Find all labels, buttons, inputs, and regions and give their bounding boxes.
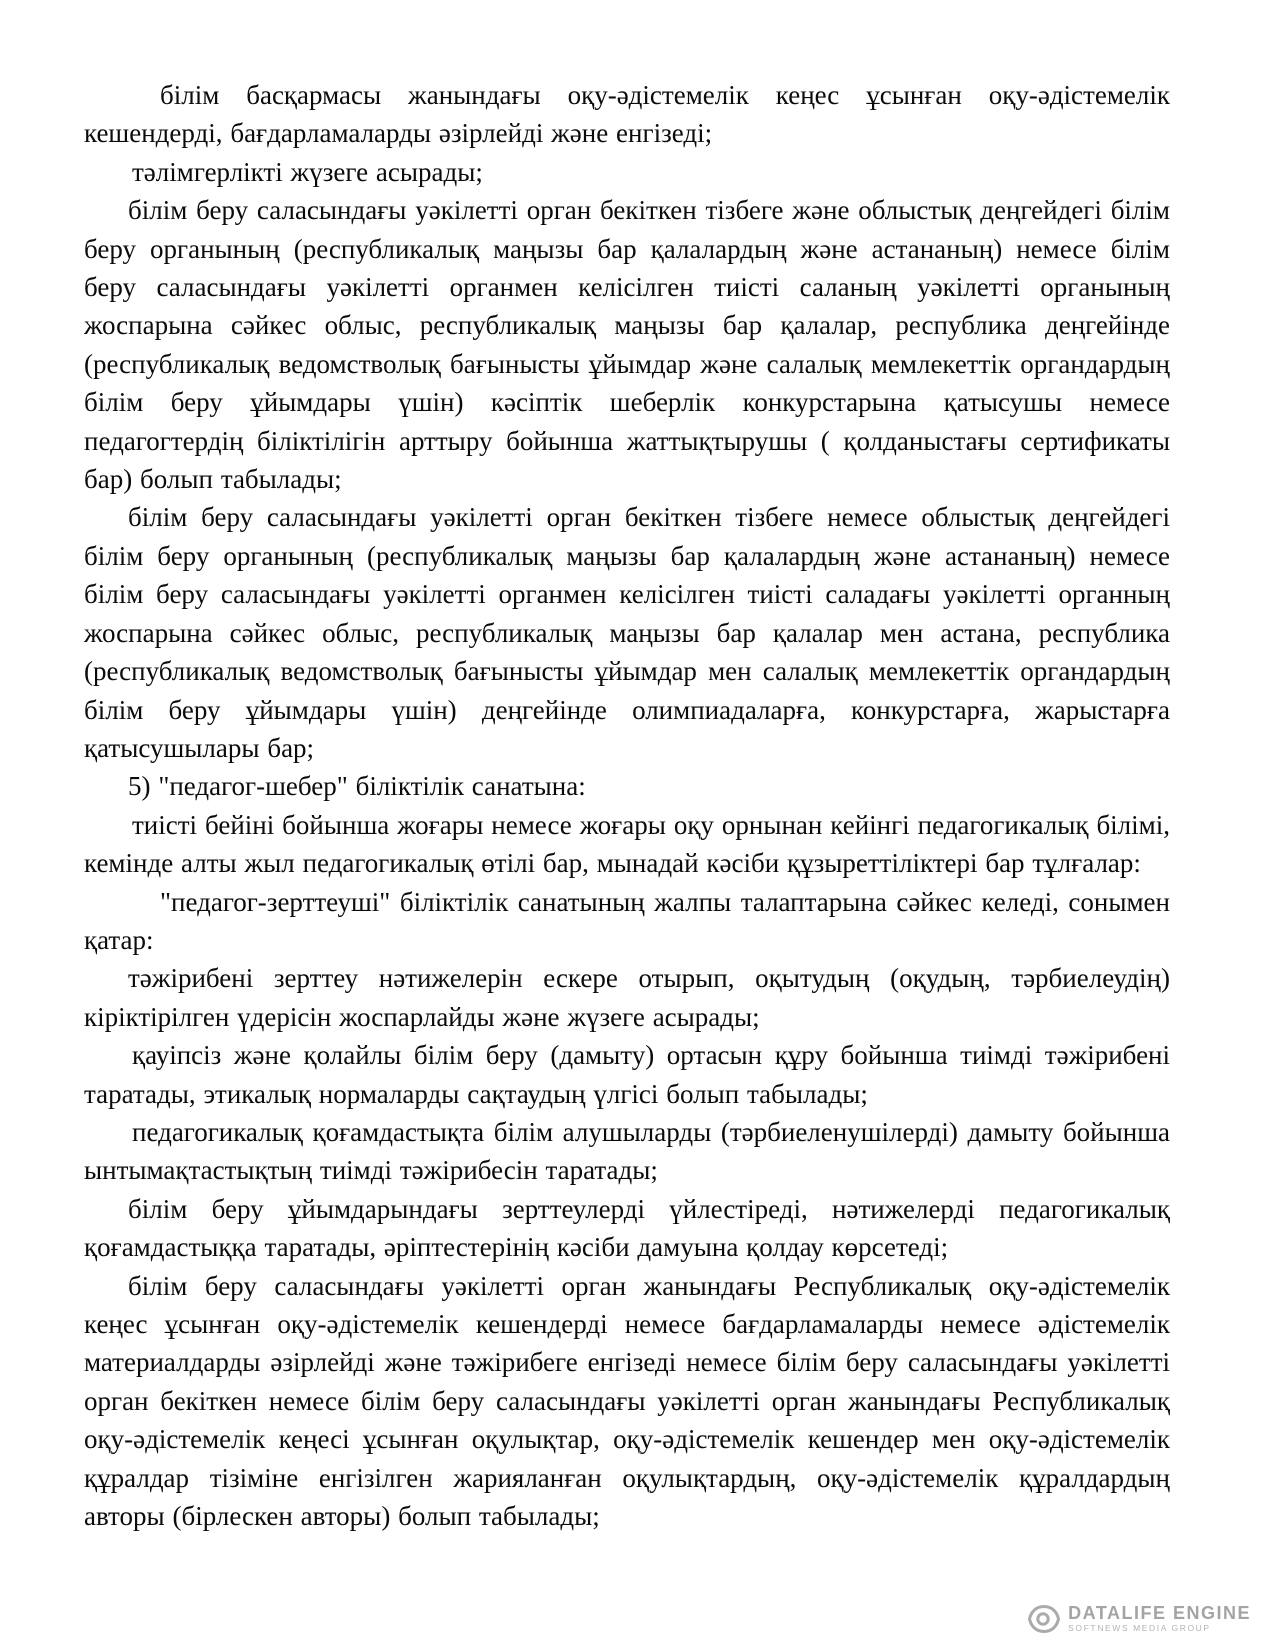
document-text-block <box>84 76 1170 1535</box>
datalife-eye-logo-icon <box>1027 1604 1061 1634</box>
datalife-engine-watermark <box>1027 1604 1251 1634</box>
paragraph: білім беру ұйымдарындағы зерттеулерді үйлестіреді, нәтижелерді педагогикалық қоғамдастыққа таратады, әріптестерінің кәсіби дамуына қолдау көрсетеді; <box>84 1193 1170 1263</box>
paragraph: "педагог-зерттеуші" біліктілік санатының жалпы талаптарына сәйкес келеді, сонымен қатар: <box>84 886 1170 955</box>
paragraph: білім беру саласындағы уәкілетті орган бекіткен тізбеге немесе облыстық деңгейдегі білім беру органының (республикалық маңызы бар қалалардың және астананың) немесе білім беру саласындағы уәкілетті органмен келісілген тиісті саладағы уәкілетті органның жоспарына сәйкес облыс, республикалық маңызы бар қалалар мен астана, республика (республикалық ведомстволық бағынысты ұйымдар мен салалық мемлекеттік органдардың білім беру ұйымдары үшін) деңгейінде олимпиадаларға, конкурстарға, жарыстарға қатысушылары бар; <box>84 502 1170 763</box>
paragraph: білім басқармасы жанындағы оқу-әдістемелік кеңес ұсынған оқу-әдістемелік кешендерді, бағдарламаларды әзірлейді және енгізеді; <box>84 80 1170 149</box>
paragraph: білім беру саласындағы уәкілетті орган жанындағы Республикалық оқу-әдістемелік кеңес ұсынған оқу-әдістемелік кешендерді немесе бағдарламаларды немесе әдістемелік материалдарды әзірлейді және тәжірибеге енгізеді немесе білім беру саласындағы уәкілетті орган бекіткен немесе білім беру саласындағы уәкілетті орган жанындағы Республикалық оқу-әдістемелік кеңесі ұсынған оқулықтар, оқу-әдістемелік кешендер мен оқу-әдістемелік құралдар тізіміне енгізілген жарияланған оқулықтардың, оқу-әдістемелік құралдардың авторы (бірлескен авторы) болып табылады; <box>84 1270 1170 1532</box>
paragraph-numbered-item-5: 5) "педагог-шебер" біліктілік санатына: <box>128 771 586 802</box>
paragraph: білім беру саласындағы уәкілетті орган бекіткен тізбеге және облыстық деңгейдегі білім беру органының (республикалық маңызы бар қалалардың және астананың) немесе білім беру саласындағы уәкілетті органмен келісілген тиісті саланың уәкілетті органының жоспарына сәйкес облыс, республикалық маңызы бар қалалар, республика деңгейінде (республикалық ведомстволық бағынысты ұйымдар және салалық мемлекеттік органдардың білім беру ұйымдары үшін) кәсіптік шеберлік конкурстарына қатысушы немесе педагогтердің біліктілігін арттыру бойынша жаттықтырушы ( қолданыстағы сертификаты бар) болып табылады; <box>84 195 1170 495</box>
watermark-subtitle: SOFTNEWS MEDIA GROUP <box>1068 1623 1211 1633</box>
watermark-title: DATALIFE ENGINE <box>1068 1603 1251 1623</box>
watermark-text <box>1068 1604 1251 1634</box>
paragraph: тиісті бейіні бойынша жоғары немесе жоғары оқу орнынан кейінгі педагогикалық білімі, кемінде алты жыл педагогикалық өтілі бар, мынадай кәсіби құзыреттіліктері бар тұлғалар: <box>84 809 1170 879</box>
paragraph: тәжірибені зерттеу нәтижелерін ескере отырып, оқытудың (оқудың, тәрбиелеудің) кіріктірілген үдерісін жоспарлайды және жүзеге асырады; <box>84 963 1170 1032</box>
paragraph: қауіпсіз және қолайлы білім беру (дамыту) ортасын құру бойынша тиімді тәжірибені таратады, этикалық нормаларды сақтаудың үлгісі болып табылады; <box>84 1040 1170 1109</box>
paragraph: тәлімгерлікті жүзеге асырады; <box>132 156 483 187</box>
paragraph: педагогикалық қоғамдастықта білім алушыларды (тәрбиеленушілерді) дамыту бойынша ынтымақтастықтың тиімді тәжірибесін таратады; <box>84 1116 1170 1186</box>
